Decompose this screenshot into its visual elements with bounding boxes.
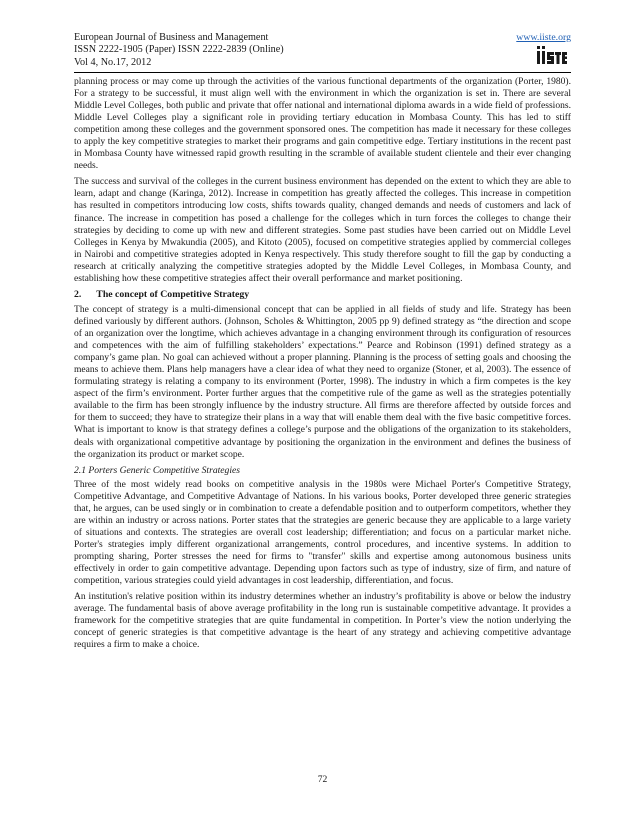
journal-header xyxy=(74,32,571,70)
header-divider xyxy=(74,72,571,73)
subsection-heading-generic-strategies: 2.1 Porters Generic Competitive Strategies xyxy=(74,464,240,476)
paragraph-college-competition: The success and survival of the colleges in the current business environment has depended on the extent to which they are able to learn, adapt and change (Karinga, 2012). Increase in competition has greatly affected the colleges. This increase in competition has resulted in competitors introducing low costs, shifts towards quality, changed demands and needs of customers and lack of finance. The increase in competition has posed a challenge for the colleges which in turn forces the colleges to change their strategies by deciding to come up with new and different strategies. Some past studies have been carried out on Middle Level Colleges in Kenya by Mwakundia (2005), and Kitoto (2005), focused on competitive strategies applied by commercial colleges in Nairobi and competitive strategies adopted in Kenya respectively. This study therefore sought to fill the gap by conducting a research at critically analyzing the competitive strategies adopted by the Middle Level Colleges, in Mombasa County, and establishing how these competitive strategies affect their overall performance and market positioning. xyxy=(74,176,571,284)
journal-title: European Journal of Business and Management xyxy=(74,32,269,43)
page-number: 72 xyxy=(317,774,328,785)
journal-issn: ISSN 2222-1905 (Paper) ISSN 2222-2839 (Online) xyxy=(74,44,284,56)
paragraph-relative-position: An institution's relative position within its industry determines whether an industry’s profitability is above or below the industry average. The fundamental basis of above average profitability in the long run is sustainable competitive advantage. It provides a framework for the competitive strategies that are quite fundamental in competition. In Porter’s view the notion underlying the concept of generic strategies is that competitive advantage is the heart of any strategy and achieving competitive advantage requires a firm to make a choice. xyxy=(74,591,571,651)
journal-url-link[interactable]: www.iiste.org xyxy=(516,32,571,43)
document-page xyxy=(74,32,571,785)
section-number: 2. xyxy=(74,288,82,300)
journal-volume: Vol 4, No.17, 2012 xyxy=(74,56,152,68)
paragraph-porter-books: Three of the most widely read books on competitive analysis in the 1980s were Michael Porter's Competitive Strategy, Competitive Advantage, and Competitive Advantage of Nations. In his various books, Porter developed three generic strategies that, he argues, can be used singly or in combination to create a defendable position and to outperform competitors, whether they are within an industry or across nations. Porter states that the strategies are generic because they are applicable to a large variety of situations and contexts. The strategies are overall cost leadership; differentiation; and focus on a particular market niche. Porter's strategies imply different organizational arrangements, control procedures, and incentive systems. In addition to prompting sharing, Porter stresses the need for firms to "transfer" skills and expertise among autonomous business units effectively in order to gain competitive advantage. Depending upon factors such as type of industry, size of firm, and nature of competition, various strategies could yield advantages in cost leadership, differentiation, and focus. xyxy=(74,478,571,587)
iiste-logo xyxy=(537,46,567,64)
section-heading-competitive-strategy xyxy=(74,289,571,301)
paragraph-intro-continued: planning process or may come up through the activities of the various functional departments of the organization (Porter, 1980). For a strategy to be successful, it must align well with the environment in which the organization is set in. There are several Middle Level Colleges, both public and private that offer national and international diploma awards in a wide field of professions. Middle Level Colleges play a significant role in providing tertiary education in Mombasa County. This has led to stiff competition among these colleges and the government sponsored ones. The competition has made it necessary for these colleges to apply the key competitive strategies to market their programs and gain competitive edge. Tertiary institutions in the recent past in Mombasa County have witnessed rapid growth resulting in the scramble of available student clientele and their ever changing needs. xyxy=(74,76,571,172)
paragraph-strategy-concept: The concept of strategy is a multi-dimensional concept that can be applied in all fields of study and life. Strategy has been defined variously by different authors. (Johnson, Scholes & Whittington, 2005 pp 9) defined strategy as “the direction and scope of an organization over the longtime, which achieves advantage in a changing environment through its configuration of resources and competences with the aim of fulfilling stakeholders’ expectations.” Pearce and Robinson (1991) defined strategy as a company’s game plan. No goal can achieved without a proper planning. Planning is the process of setting goals and choosing the means to achieve them. Plans help managers have a clear idea of what they need to organize (Stoner, et al, 2003). The essence of formulating strategy is relating a company to its environment (Porter, 1998). The industry in which a firm competes is the key aspect of the firm’s environment. Porter further argues that the competitive rule of the game as well as the strategies potentially available to the firm has been strongly influence by the industry structure. All firms are therefore affected by outside forces and for them to succeed; they have to strategize their plans in a way that will enable them deal with the five basic competitive forces. What is important to know is that strategy defines a college’s purpose and the obligations of the organization to its stakeholders, deals with organizational competitive advantage by positioning the organization in the environment and defines the business of the organization its product or market scope. xyxy=(74,304,571,460)
section-title: The concept of Competitive Strategy xyxy=(96,288,250,300)
